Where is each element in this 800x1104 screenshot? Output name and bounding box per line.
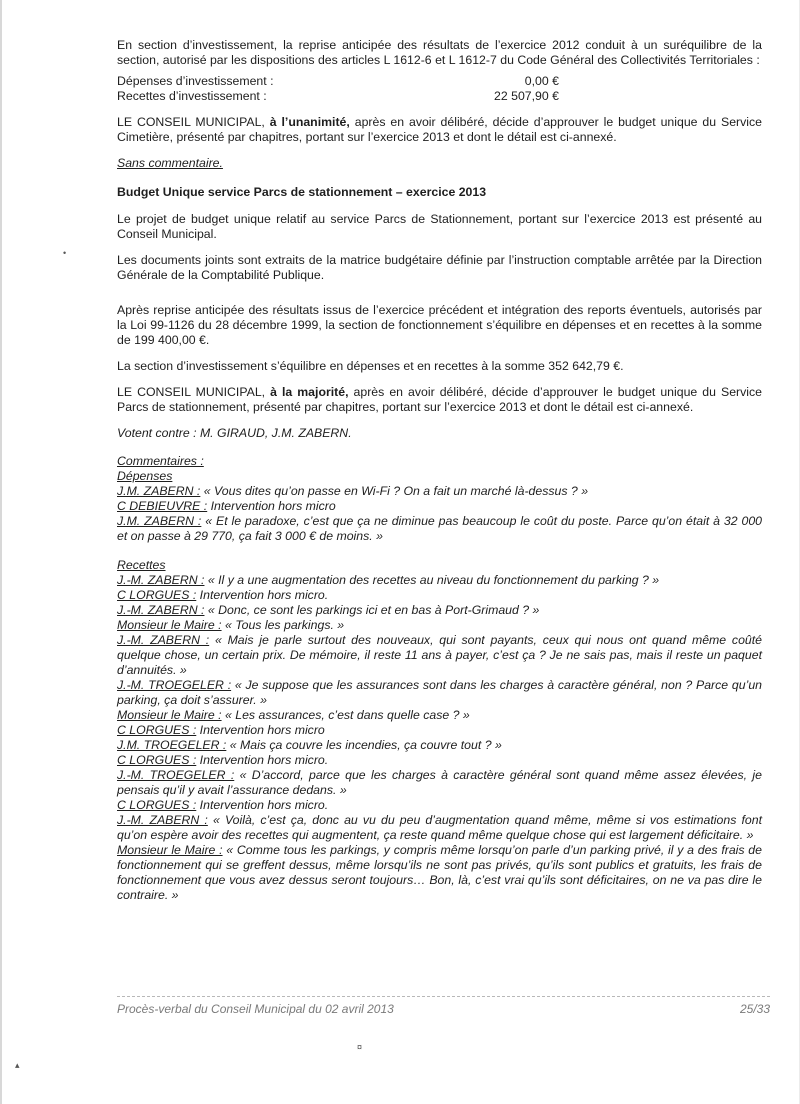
scan-speck: ¤ bbox=[357, 1042, 363, 1052]
speaker: J.-M. ZABERN : bbox=[117, 813, 208, 827]
comment-line bbox=[117, 843, 762, 903]
speaker: C DEBIEUVRE : bbox=[117, 499, 208, 513]
speaker: J.-M. ZABERN : bbox=[117, 573, 205, 587]
decision-text: après en avoir délibéré, décide d’approuver le budget unique du Service Cimetière, présenté par chapitres, portant sur l’exercice 2013 et dont le détail est ci-annexé. bbox=[117, 115, 762, 144]
expenses-comments bbox=[117, 484, 762, 544]
comment-text: « Je suppose que les assurances sont dans les charges à caractère général, non ? Parce qu’un parking, ça doit s’assurer. » bbox=[117, 678, 762, 707]
speaker: C LORGUES : bbox=[117, 798, 197, 812]
speaker: J.M. ZABERN : bbox=[117, 484, 201, 498]
comment-line bbox=[117, 499, 762, 514]
expenses-title: Dépenses bbox=[117, 469, 173, 483]
speaker: J.M. TROEGELER : bbox=[117, 738, 227, 752]
speaker: J.-M. ZABERN : bbox=[117, 633, 210, 647]
comment-text: « Vous dites qu’on passe en Wi-Fi ? On a fait un marché là-dessus ? » bbox=[200, 484, 589, 498]
comment-line bbox=[117, 633, 762, 678]
comment-line bbox=[117, 603, 762, 618]
speaker: J.-M. ZABERN : bbox=[117, 603, 205, 617]
investment-amounts bbox=[117, 74, 762, 104]
speaker: J.-M. TROEGELER : bbox=[117, 768, 235, 782]
speaker: J.M. ZABERN : bbox=[117, 514, 202, 528]
comment-line bbox=[117, 723, 762, 738]
scan-speck: ▴ bbox=[15, 1060, 20, 1070]
no-comment-note: Sans commentaire. bbox=[117, 156, 223, 170]
speaker: Monsieur le Maire : bbox=[117, 843, 223, 857]
spacer bbox=[117, 544, 762, 558]
paragraph-decision-cimetiere bbox=[117, 115, 762, 145]
decision-subject: LE CONSEIL MUNICIPAL, bbox=[117, 385, 271, 399]
comment-text: Intervention hors micro bbox=[196, 723, 325, 737]
comment-text: « Et le paradoxe, c’est que ça ne diminue pas beaucoup le coût du poste. Parce qu’on était à 32 000 et on passe à 29 770, ça fait 3 000 € de moins. » bbox=[117, 514, 762, 543]
footer-document-title: Procès-verbal du Conseil Municipal du 02 avril 2013 bbox=[117, 1002, 394, 1016]
comment-text: Intervention hors micro. bbox=[196, 588, 329, 602]
comment-line bbox=[117, 753, 762, 768]
decision-text: après en avoir délibéré, décide d’approuver le budget unique du Service Parcs de stationnement, présenté par chapitres, portant sur l’exercice 2013 et dont le détail est ci-annexé. bbox=[117, 385, 762, 414]
comment-line bbox=[117, 484, 762, 499]
paragraph-documents: Les documents joints sont extraits de la matrice budgétaire définie par l’instruction comptable arrêtée par la Direction Générale de la Comptabilité Publique. bbox=[117, 253, 762, 282]
speaker: C LORGUES : bbox=[117, 723, 197, 737]
decision-subject: LE CONSEIL MUNICIPAL, bbox=[117, 115, 270, 129]
comment-text: « Mais ça couvre les incendies, ça couvre tout ? » bbox=[226, 738, 502, 752]
vote-result: à la majorité, bbox=[270, 385, 349, 399]
speaker: C LORGUES : bbox=[117, 588, 197, 602]
speaker: J.-M. TROEGELER : bbox=[117, 678, 232, 692]
comment-line bbox=[117, 573, 762, 588]
document-body bbox=[117, 38, 762, 903]
comment-text: « Tous les parkings. » bbox=[221, 618, 345, 632]
comment-line bbox=[117, 618, 762, 633]
amount-label: Dépenses d’investissement : bbox=[117, 74, 274, 88]
comment-text: « Il y a une augmentation des recettes au niveau du fonctionnement du parking ? » bbox=[204, 573, 660, 587]
page-number: 25/33 bbox=[739, 1002, 770, 1016]
paragraph-decision-parcs bbox=[117, 385, 762, 415]
comment-line bbox=[117, 813, 762, 843]
amount-label: Recettes d’investissement : bbox=[117, 89, 267, 103]
comment-text: « D’accord, parce que les charges à caractère général sont quand même assez élevées, je pensais qu’il y avait l’assurance dedans. » bbox=[117, 768, 762, 797]
revenue-comments bbox=[117, 573, 762, 903]
comment-text: « Les assurances, c’est dans quelle case ? » bbox=[221, 708, 470, 722]
comment-line bbox=[117, 798, 762, 813]
comment-text: « Mais je parle surtout des nouveaux, qui sont payants, ceux qui nous ont quand même coûté quelque chose, un certain prix. De mémoire, il reste 11 ans à payer, c’est ça ? Je ne sais pas, mais il reste un paquet d’annuités. » bbox=[117, 633, 762, 677]
comment-line bbox=[117, 768, 762, 798]
comment-line bbox=[117, 708, 762, 723]
speaker: C LORGUES : bbox=[117, 753, 197, 767]
amount-value: 0,00 € bbox=[524, 74, 559, 88]
speaker: Monsieur le Maire : bbox=[117, 618, 222, 632]
comment-text: « Voilà, c’est ça, donc au vu du peu d’augmentation quand même, même si vos estimations font qu’on espère avoir des recettes qui augmentent, ça reste quand même quelque chose qui est largement déficitaire. » bbox=[117, 813, 762, 842]
page-footer bbox=[117, 996, 770, 1017]
comment-text: Intervention hors micro. bbox=[196, 753, 329, 767]
paragraph-investissement: En section d’investissement, la reprise anticipée des résultats de l’exercice 2012 conduit à un suréquilibre de la section, autorisé par les dispositions des articles L 1612-6 et L 1612-7 du Code Général des Collectivités Territoriales : bbox=[117, 38, 762, 67]
comment-line bbox=[117, 678, 762, 708]
amount-row bbox=[117, 89, 559, 104]
amount-value: 22 507,90 € bbox=[494, 89, 559, 103]
section-heading: Budget Unique service Parcs de stationnement – exercice 2013 bbox=[117, 185, 487, 199]
paragraph-presentation: Le projet de budget unique relatif au service Parcs de Stationnement, portant sur l’exercice 2013 est présenté au Conseil Municipal. bbox=[117, 212, 762, 241]
comment-text: « Comme tous les parkings, y compris même lorsqu’on parle d’un parking privé, il y a des frais de fonctionnement qui se greffent dessus, même lorsqu’ils ne sont pas privés, qu’ils sont publics et gratuits, les frais de fonctionnement que vous avez dessus seront toujours… Bon, là, c’est vrai qu’ils sont déficitaires, on ne va pas dire le contraire. » bbox=[117, 843, 762, 902]
amount-row bbox=[117, 74, 559, 89]
comment-line bbox=[117, 738, 762, 753]
speaker: Monsieur le Maire : bbox=[117, 708, 222, 722]
comment-line bbox=[117, 514, 762, 544]
paragraph-fonctionnement: Après reprise anticipée des résultats issus de l’exercice précédent et intégration des reports éventuels, autorisés par la Loi 99-1126 du 28 décembre 1999, la section de fonctionnement s’équilibre en dépenses et en recettes à la somme de 199 400,00 €. bbox=[117, 303, 762, 347]
comment-text: Intervention hors micro. bbox=[196, 798, 329, 812]
comment-line bbox=[117, 588, 762, 603]
paragraph-investissement-equilibre: La section d’investissement s’équilibre en dépenses et en recettes à la somme 352 642,79 €. bbox=[117, 359, 624, 373]
comment-text: « Donc, ce sont les parkings ici et en bas à Port-Grimaud ? » bbox=[204, 603, 540, 617]
comments-title: Commentaires : bbox=[117, 454, 204, 468]
votes-against: Votent contre : M. GIRAUD, J.M. ZABERN. bbox=[117, 426, 352, 440]
comment-text: Intervention hors micro bbox=[207, 499, 336, 513]
vote-result: à l’unanimité, bbox=[269, 115, 350, 129]
scan-speck: • bbox=[63, 248, 67, 258]
revenue-title: Recettes bbox=[117, 558, 166, 572]
comments-section bbox=[117, 454, 762, 903]
scan-edge-left bbox=[0, 0, 2, 1104]
